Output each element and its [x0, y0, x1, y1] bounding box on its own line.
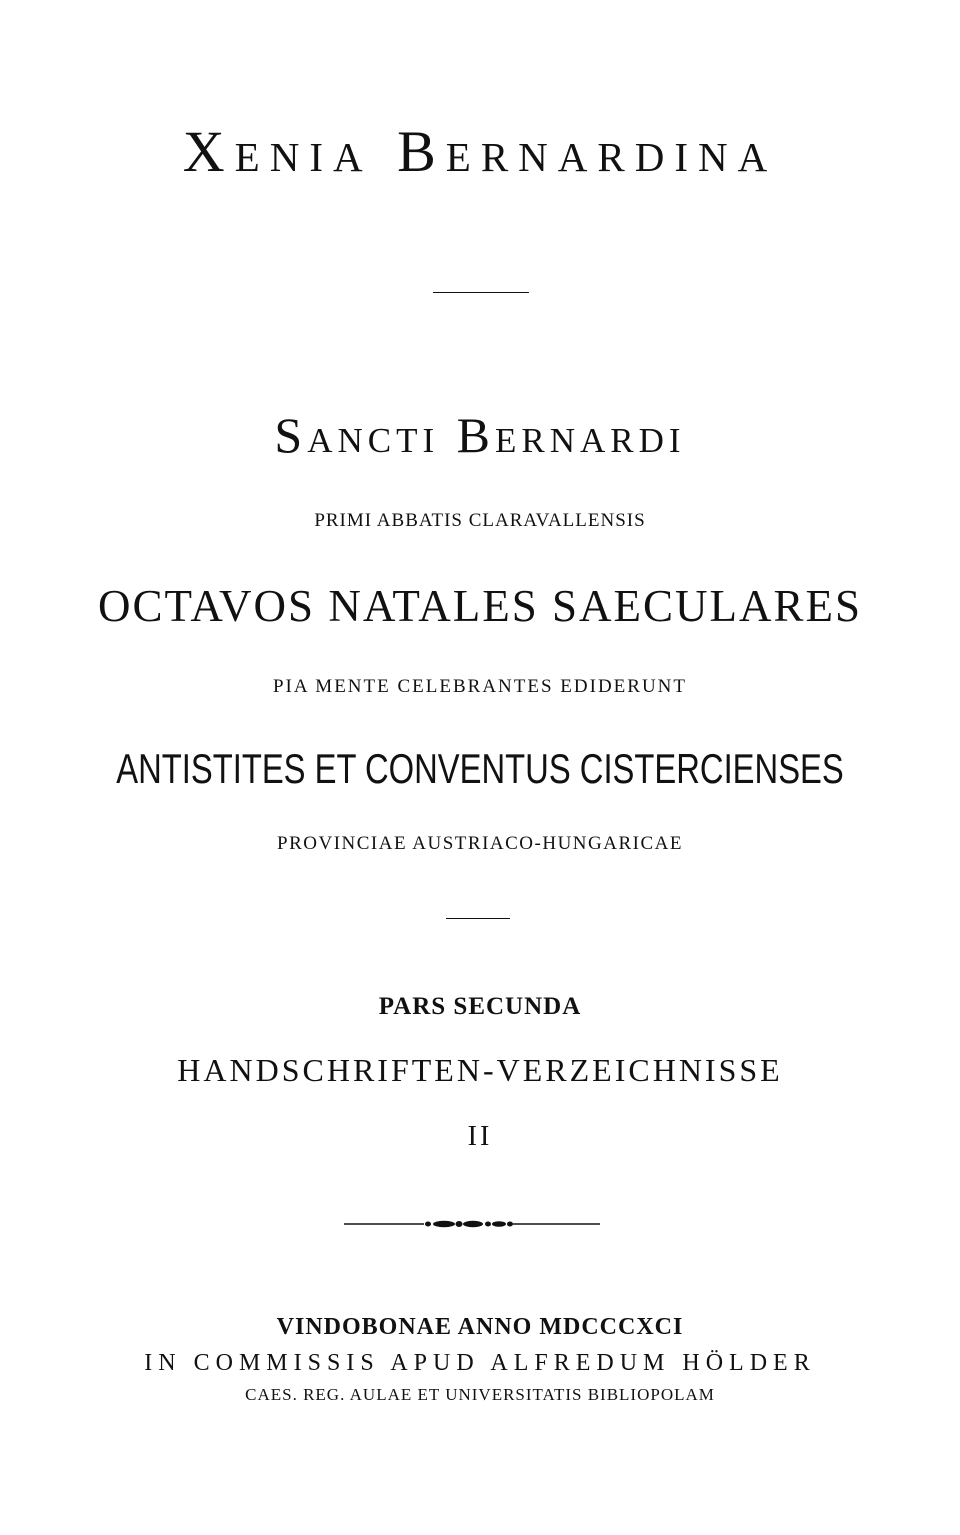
imprint-publisher: IN COMMISSIS APUD ALFREDUM HÖLDER [144, 1350, 816, 1376]
divider-rule [446, 918, 510, 919]
part-label: PARS SECUNDA [378, 993, 582, 1020]
dedication-editors: ANTISTITES ET CONVENTUS CISTERCIENSES [116, 745, 844, 792]
dedication-action: PIA MENTE CELEBRANTES EDIDERUNT [272, 676, 687, 697]
dedication-province: PROVINCIAE AUSTRIACO-HUNGARICAE [277, 833, 683, 854]
dedication-epithet: PRIMI ABBATIS CLARAVALLENSIS [314, 510, 646, 531]
book-title: Xenia Bernardina [182, 119, 778, 184]
dedication-occasion: OCTAVOS NATALES SAECULARES [97, 581, 863, 631]
imprint-publisher-title: CAES. REG. AULAE ET UNIVERSITATIS BIBLIOPOLAM [245, 1385, 715, 1404]
ornament-rule [344, 1214, 600, 1234]
part-subtitle: HANDSCHRIFTEN-VERZEICHNISSE [177, 1052, 783, 1088]
dedication-saint: Sancti Bernardi [274, 407, 686, 463]
volume-number: II [467, 1121, 493, 1152]
divider-rule [433, 292, 529, 293]
imprint-place-year: VINDOBONAE ANNO MDCCCXCI [276, 1314, 684, 1340]
